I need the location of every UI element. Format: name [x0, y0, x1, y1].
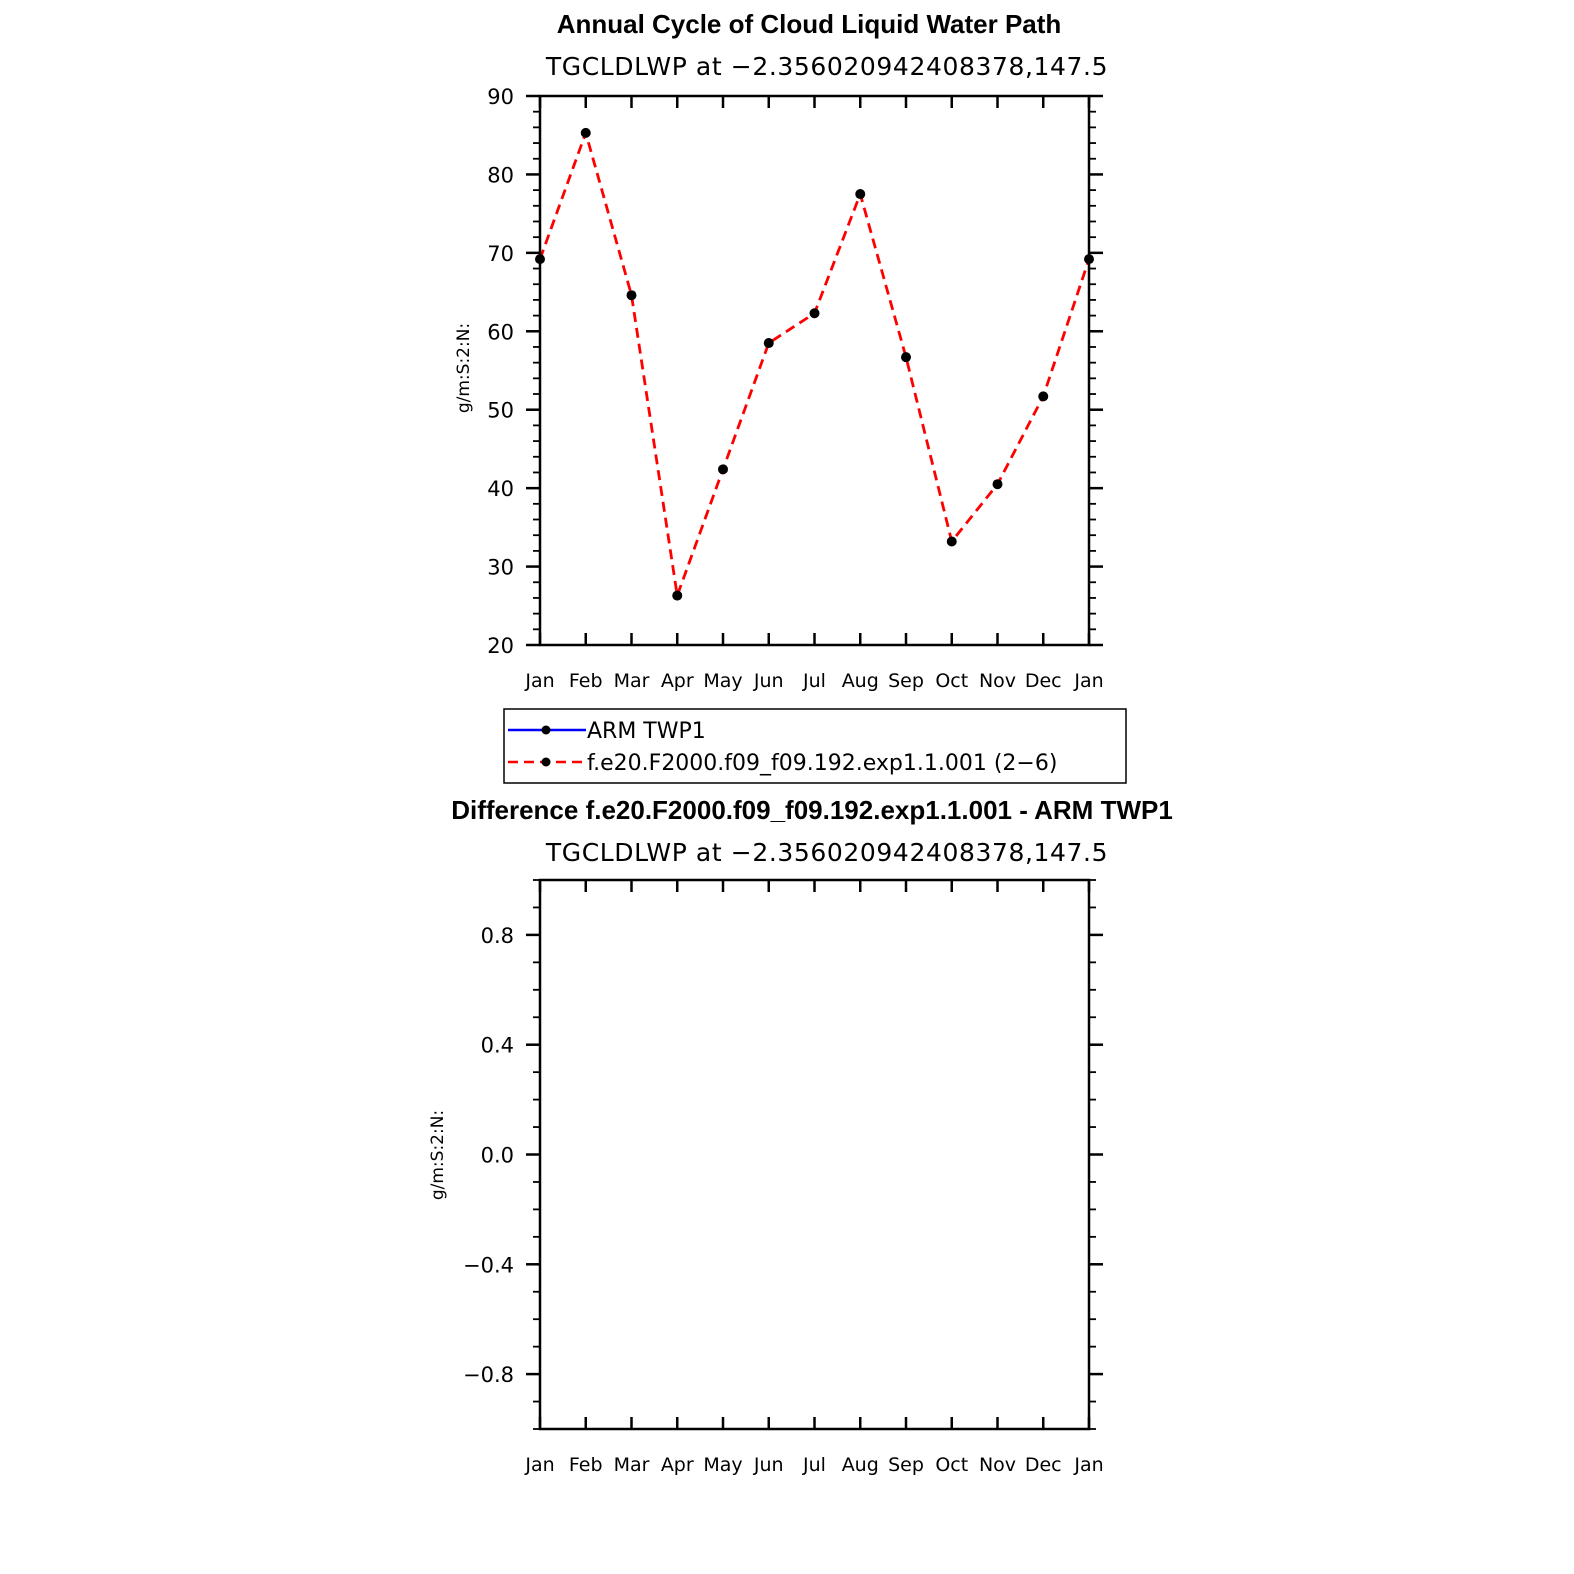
y-tick-label: 0.4	[480, 1033, 514, 1058]
y-tick-label: 30	[487, 555, 514, 580]
x-tick-label: Aug	[841, 1454, 879, 1476]
chart-title: Annual Cycle of Cloud Liquid Water Path	[556, 9, 1062, 39]
data-point	[718, 464, 728, 474]
data-point	[947, 536, 957, 546]
x-tick-label: Nov	[978, 670, 1017, 692]
y-tick-label: 50	[487, 398, 514, 423]
y-tick-label: 20	[487, 634, 514, 658]
data-point	[672, 591, 682, 601]
data-point	[901, 352, 911, 362]
x-tick-label: Oct	[935, 1454, 969, 1476]
legend-marker-model	[542, 758, 551, 767]
y-tick-label: 70	[487, 241, 514, 266]
y-tick-label: 0.0	[480, 1143, 514, 1168]
x-tick-label: May	[703, 1454, 743, 1476]
x-tick-label: Aug	[841, 670, 879, 692]
x-tick-label: Jan	[1074, 670, 1104, 692]
x-tick-label: Jan	[1074, 1454, 1104, 1476]
x-tick-label: Mar	[613, 670, 650, 692]
top-chart-marks	[535, 128, 1094, 601]
y-tick-label: 60	[487, 320, 514, 345]
data-point	[993, 479, 1003, 489]
x-tick-label: Dec	[1024, 670, 1062, 692]
difference-y-axis-label: g/m:S:2:N:	[428, 1109, 448, 1201]
top-plot-frame	[540, 96, 1089, 645]
legend-marker-arm	[542, 726, 551, 735]
x-tick-label: Apr	[660, 670, 694, 692]
data-point	[810, 308, 820, 318]
data-point	[627, 290, 637, 300]
x-tick-label: Jan	[525, 670, 555, 692]
y-tick-label: 80	[487, 163, 514, 188]
x-tick-label: Feb	[568, 670, 603, 692]
x-tick-label: May	[703, 670, 743, 692]
difference-chart	[428, 795, 1173, 1476]
y-tick-label: −0.8	[463, 1363, 514, 1388]
legend-label-model: f.e20.F2000.f09_f09.192.exp1.1.001 (2−6)	[587, 751, 1058, 776]
bottom-chart-ticks	[463, 880, 1104, 1476]
x-tick-label: Oct	[935, 670, 969, 692]
data-point	[581, 128, 591, 138]
legend-label-arm: ARM TWP1	[587, 719, 706, 744]
x-tick-label: Jun	[753, 670, 784, 692]
y-tick-label: −0.4	[463, 1253, 514, 1278]
y-tick-label: 0.8	[480, 923, 514, 948]
x-tick-label: Jul	[803, 670, 826, 692]
annual-cycle-chart	[454, 9, 1108, 692]
x-tick-label: Dec	[1024, 1454, 1062, 1476]
y-tick-label: 90	[487, 85, 514, 109]
legend	[504, 709, 1126, 783]
difference-chart-subtitle: TGCLDLWP at −2.356020942408378,147.5	[545, 838, 1109, 867]
x-tick-label: Mar	[613, 1454, 650, 1476]
data-point	[855, 189, 865, 199]
x-tick-label: Apr	[660, 1454, 694, 1476]
top-chart-ticks	[487, 85, 1103, 692]
x-tick-label: Sep	[888, 1454, 924, 1476]
x-tick-label: Feb	[568, 1454, 603, 1476]
y-axis-label: g/m:S:2:N:	[454, 322, 474, 414]
x-tick-label: Sep	[888, 670, 924, 692]
data-point	[764, 338, 774, 348]
x-tick-label: Jul	[803, 1454, 826, 1476]
x-tick-label: Jun	[753, 1454, 784, 1476]
difference-chart-title: Difference f.e20.F2000.f09_f09.192.exp1.1.001 - ARM TWP1	[451, 795, 1173, 825]
x-tick-label: Jan	[525, 1454, 555, 1476]
bottom-plot-frame	[540, 880, 1089, 1429]
y-tick-label: 40	[487, 477, 514, 502]
series-line	[540, 133, 1089, 596]
data-point	[1038, 391, 1048, 401]
chart-subtitle: TGCLDLWP at −2.356020942408378,147.5	[545, 52, 1109, 81]
x-tick-label: Nov	[978, 1454, 1017, 1476]
